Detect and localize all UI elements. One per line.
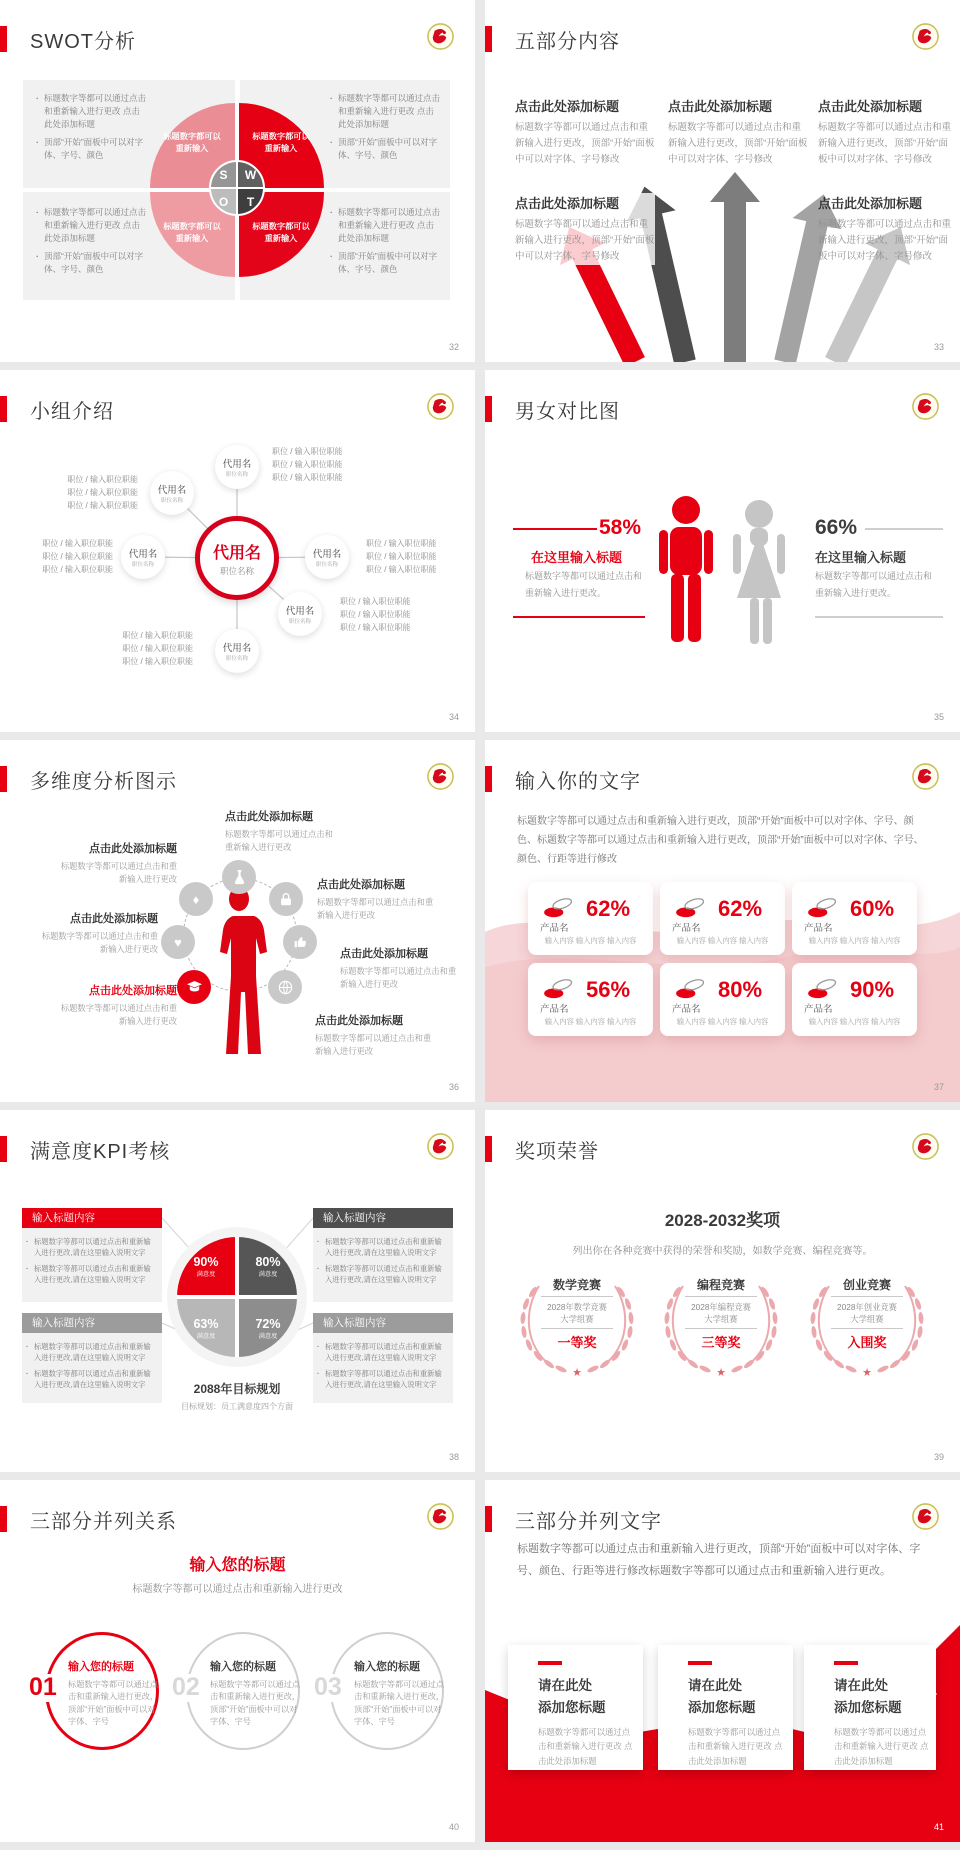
content-block <box>515 193 655 265</box>
school-logo-icon <box>426 1502 455 1531</box>
member-duties: 职位 / 输入职位职能 职位 / 输入职位职能 职位 / 输入职位职能 <box>122 631 193 666</box>
text-card <box>658 1645 793 1770</box>
compact-icon <box>674 976 706 1000</box>
divider-line <box>541 1296 613 1297</box>
block-body: 标题数字等都可以通过点击和重新输入进行更改，顶部“开始”面板中可以对字体、字号修改 <box>818 122 952 166</box>
section-heading: 输入您的标题 <box>189 1557 286 1574</box>
quad-label: 标题数字都可以重新输入 <box>163 132 221 153</box>
kpi-panel-header: 输入标题内容 <box>22 1208 162 1228</box>
product-percentage: 90% <box>850 977 895 1002</box>
item-number: 03 <box>311 1674 345 1702</box>
female-percentage: 66% <box>815 516 858 539</box>
caption-title: 2088年目标规划 <box>193 1382 281 1396</box>
page-title: 三部分并列关系 <box>30 1511 177 1533</box>
kpi-panel-header: 输入标题内容 <box>313 1208 453 1228</box>
award-badge <box>657 1276 785 1378</box>
divider-line <box>513 616 645 618</box>
page-number: 34 <box>448 712 459 722</box>
dimension-block: 点击此处添加标题 标题数字等都可以通过点击和重新输入进行更改 <box>315 1015 432 1056</box>
pie-slice: 72% 满意度 <box>239 1299 297 1357</box>
item-text: 输入您的标题 标题数字等都可以通过点击和重新输入进行更改，顶部“开始”面板中可以对字体、字号 <box>354 1661 445 1726</box>
member-circle: 代用名 职位名称 <box>305 535 349 579</box>
product-name: 产品名 <box>540 923 569 934</box>
member-circle: 代用名 职位名称 <box>150 471 194 515</box>
product-note: 输入内容 输入内容 输入内容 <box>544 1017 637 1026</box>
letter-o: O <box>211 189 236 214</box>
card-accent-dash <box>688 1661 712 1665</box>
member-duties: 职位 / 输入职位职能 职位 / 输入职位职能 职位 / 输入职位职能 <box>272 447 343 482</box>
lock-icon <box>269 882 303 916</box>
dimension-block: 点击此处添加标题 标题数字等都可以通过点击和重新输入进行更改 <box>60 843 177 884</box>
awards-subtitle: 列出你在各种竞赛中获得的荣誉和奖励，如数学竞赛、编程竞赛等。 <box>572 1246 873 1257</box>
text-card <box>804 1645 936 1770</box>
award-prize: 三等奖 <box>701 1335 741 1350</box>
page-title: 多维度分析图示 <box>30 771 177 793</box>
flask-icon <box>222 860 256 894</box>
award-group: 大学组赛 <box>850 1314 884 1324</box>
compact-icon <box>806 976 838 1000</box>
item-number: 01 <box>26 1674 60 1702</box>
title-accent-bar <box>0 766 7 792</box>
award-badge <box>513 1276 641 1378</box>
content-block <box>668 96 808 168</box>
member-role: 职位名称 <box>219 565 254 576</box>
product-card <box>792 963 917 1036</box>
page-title: 奖项荣誉 <box>515 1141 599 1163</box>
member-circle: 代用名 职位名称 <box>215 445 259 489</box>
award-prize: 入围奖 <box>847 1335 887 1350</box>
kpi-panel-header: 输入标题内容 <box>22 1313 162 1333</box>
award-name: 创业竞赛 <box>842 1278 891 1292</box>
satisfaction-pie-chart <box>177 1237 297 1357</box>
block-body: 标题数字等都可以通过点击和重新输入进行更改，顶部“开始”面板中可以对字体、字号修改 <box>515 219 655 263</box>
divider-line <box>831 1296 903 1297</box>
page-title: SWOT分析 <box>30 31 136 53</box>
card-accent-dash <box>834 1661 858 1665</box>
pie-slice: 80% 满意度 <box>239 1237 297 1295</box>
svg-text:★: ★ <box>572 1367 582 1378</box>
slide-three-parts-relation[interactable] <box>0 1480 475 1842</box>
award-event: 2028年数学竞赛 <box>547 1302 607 1312</box>
kpi-panel-body: · 标题数字等都可以通过点击和重新输入进行更改,请在这里输入说明文字 · 标题数字等都可以通过点击和重新输入进行更改,请在这里输入说明文字 <box>22 1228 162 1302</box>
slide-multidimensional-analysis[interactable] <box>0 740 475 1102</box>
product-percentage: 62% <box>718 896 763 921</box>
slide-three-parts-text[interactable] <box>485 1480 960 1842</box>
award-name: 数学竞赛 <box>552 1278 601 1292</box>
pie-caption <box>117 1380 357 1412</box>
member-duties: 职位 / 输入职位职能 职位 / 输入职位职能 职位 / 输入职位职能 <box>366 539 437 574</box>
male-icon <box>650 494 722 686</box>
businessman-silhouette <box>207 886 271 1056</box>
female-heading: 在这里输入标题 <box>815 550 907 565</box>
swot-letters-circle <box>209 160 265 216</box>
kpi-panel-body: · 标题数字等都可以通过点击和重新输入进行更改,请在这里输入说明文字 · 标题数字等都可以通过点击和重新输入进行更改,请在这里输入说明文字 <box>313 1228 453 1302</box>
diamond-icon: ♦ <box>179 882 213 916</box>
letter-w: W <box>238 162 263 187</box>
product-card <box>660 882 785 955</box>
block-body: 标题数字等都可以通过点击和重新输入进行更改，顶部“开始”面板中可以对字体、字号修改 <box>515 122 655 166</box>
awards-heading: 2028-2032奖项 <box>664 1211 781 1230</box>
male-body: 标题数字等都可以通过点击和重新输入进行更改。 <box>525 571 643 598</box>
award-badge <box>803 1276 931 1378</box>
compact-icon <box>674 895 706 919</box>
product-card <box>792 882 917 955</box>
item-text: 输入您的标题 标题数字等都可以通过点击和重新输入进行更改，顶部“开始”面板中可以对字体、字号 <box>210 1661 301 1726</box>
intro-paragraph: 标题数字等都可以通过点击和重新输入进行更改，顶部“开始”面板中可以对字体、字号、颜色、行距等进行修改标题数字等都可以通过点击和重新输入进行更改。 <box>517 1543 921 1577</box>
school-logo-icon <box>426 762 455 791</box>
page-number: 35 <box>933 712 944 722</box>
center-member-circle <box>195 516 279 600</box>
title-accent-bar <box>0 26 7 52</box>
caption-subtitle: 目标规划：员工满意度四个方面 <box>181 1402 293 1411</box>
divider-line <box>815 616 943 618</box>
product-note: 输入内容 输入内容 输入内容 <box>808 936 901 945</box>
slide-gender-comparison[interactable] <box>485 370 960 732</box>
divider-line <box>831 1328 903 1329</box>
product-note: 输入内容 输入内容 输入内容 <box>808 1017 901 1026</box>
slide-product-percentages[interactable] <box>485 740 960 1102</box>
block-heading: 点击此处添加标题 <box>668 99 773 114</box>
slide-swot-analysis[interactable] <box>0 0 475 362</box>
school-logo-icon <box>911 1132 940 1161</box>
product-name: 产品名 <box>672 1004 701 1015</box>
member-circle: 代用名 职位名称 <box>278 592 322 636</box>
block-heading: 点击此处添加标题 <box>818 99 923 114</box>
letter-s: S <box>211 162 236 187</box>
quad-label: 标题数字都可以重新输入 <box>163 222 221 243</box>
dimension-block: 点击此处添加标题 标题数字等都可以通过点击和重新输入进行更改 <box>225 811 333 852</box>
title-accent-bar <box>485 396 492 422</box>
content-block <box>818 96 956 168</box>
award-name: 编程竞赛 <box>696 1278 745 1292</box>
compact-icon <box>542 895 574 919</box>
swot-text-tl: · 标题数字等都可以通过点击和重新输入进行更改 点击此处添加标题 · 顶部“开始”面板中可以对字体、字号、颜色 <box>36 92 146 166</box>
content-block <box>515 96 655 168</box>
graduation-cap-icon <box>177 970 211 1004</box>
globe-icon <box>268 970 302 1004</box>
product-name: 产品名 <box>804 923 833 934</box>
title-accent-bar <box>485 1136 492 1162</box>
pie-slice: 63% 满意度 <box>177 1299 235 1357</box>
product-percentage: 60% <box>850 896 895 921</box>
product-note: 输入内容 输入内容 输入内容 <box>676 1017 769 1026</box>
school-logo-icon <box>426 22 455 51</box>
kpi-panel-body: · 标题数字等都可以通过点击和重新输入进行更改,请在这里输入说明文字 · 标题数字等都可以通过点击和重新输入进行更改,请在这里输入说明文字 <box>22 1333 162 1403</box>
product-name: 产品名 <box>672 923 701 934</box>
swot-text-bl: · 标题数字等都可以通过点击和重新输入进行更改 点击此处添加标题 · 顶部“开始”面板中可以对字体、字号、颜色 <box>36 206 146 280</box>
divider-line <box>513 528 597 530</box>
title-accent-bar <box>485 1506 492 1532</box>
page-number: 33 <box>933 342 944 352</box>
text-card <box>508 1645 643 1770</box>
quad-label: 标题数字都可以重新输入 <box>252 222 310 243</box>
male-heading: 在这里输入标题 <box>531 550 623 565</box>
pie-slice: 90% 满意度 <box>177 1237 235 1295</box>
block-heading: 点击此处添加标题 <box>818 196 923 211</box>
school-logo-icon <box>911 392 940 421</box>
compact-icon <box>806 895 838 919</box>
divider-line <box>541 1328 613 1329</box>
member-duties: 职位 / 输入职位职能 职位 / 输入职位职能 职位 / 输入职位职能 <box>67 475 138 510</box>
page-number: 40 <box>448 1822 459 1832</box>
card-heading: 请在此处 添加您标题 <box>834 1678 902 1716</box>
content-block <box>818 193 956 265</box>
divider-line <box>865 528 943 530</box>
card-heading: 请在此处 添加您标题 <box>688 1678 756 1716</box>
award-prize: 一等奖 <box>557 1335 597 1350</box>
block-body: 标题数字等都可以通过点击和重新输入进行更改，顶部“开始”面板中可以对字体、字号修改 <box>668 122 808 166</box>
product-card <box>528 882 653 955</box>
title-accent-bar <box>485 26 492 52</box>
school-logo-icon <box>911 762 940 791</box>
card-body: 标题数字等都可以通过点击和重新输入进行更改 点击此处添加标题 <box>688 1727 783 1766</box>
female-icon <box>723 498 795 686</box>
page-title: 满意度KPI考核 <box>30 1141 171 1163</box>
product-name: 产品名 <box>540 1004 569 1015</box>
kpi-panel-body: · 标题数字等都可以通过点击和重新输入进行更改,请在这里输入说明文字 · 标题数字等都可以通过点击和重新输入进行更改,请在这里输入说明文字 <box>313 1333 453 1403</box>
page-title: 小组介绍 <box>30 401 114 423</box>
male-percentage: 58% <box>599 516 642 539</box>
page-title: 输入你的文字 <box>515 771 641 793</box>
slide-awards-honors[interactable] <box>485 1110 960 1472</box>
product-card <box>660 963 785 1036</box>
product-card <box>528 963 653 1036</box>
member-circle: 代用名 职位名称 <box>215 629 259 673</box>
kpi-panel-header: 输入标题内容 <box>313 1313 453 1333</box>
page-title: 三部分并列文字 <box>515 1511 662 1533</box>
intro-paragraph: 标题数字等都可以通过点击和重新输入进行更改，顶部“开始”面板中可以对字体、字号、颜色、标题数字等都可以通过点击和重新输入进行更改，顶部“开始”面板中可以对字体、字号、颜色、行距等进行修改 <box>517 816 924 865</box>
card-accent-dash <box>538 1661 562 1665</box>
page-number: 37 <box>933 1082 944 1092</box>
award-event: 2028年编程竞赛 <box>691 1302 751 1312</box>
page-number: 41 <box>933 1822 944 1832</box>
member-circle: 代用名 职位名称 <box>121 535 165 579</box>
dimension-block: 点击此处添加标题 标题数字等都可以通过点击和重新输入进行更改 <box>41 913 158 954</box>
page-title: 男女对比图 <box>515 401 620 423</box>
svg-text:★: ★ <box>716 1367 726 1378</box>
card-heading: 请在此处 添加您标题 <box>538 1678 606 1716</box>
quad-label: 标题数字都可以重新输入 <box>252 132 310 153</box>
divider-line <box>685 1328 757 1329</box>
dimension-block: 点击此处添加标题 标题数字等都可以通过点击和重新输入进行更改 <box>317 879 434 920</box>
card-body: 标题数字等都可以通过点击和重新输入进行更改 点击此处添加标题 <box>538 1727 633 1766</box>
card-body: 标题数字等都可以通过点击和重新输入进行更改 点击此处添加标题 <box>834 1727 929 1766</box>
award-group: 大学组赛 <box>704 1314 738 1324</box>
female-body: 标题数字等都可以通过点击和重新输入进行更改。 <box>815 571 933 598</box>
page-number: 36 <box>448 1082 459 1092</box>
dimension-block: 点击此处添加标题 标题数字等都可以通过点击和重新输入进行更改 <box>340 948 457 989</box>
slide-team-intro[interactable] <box>0 370 475 732</box>
block-heading: 点击此处添加标题 <box>515 196 620 211</box>
member-name: 代用名 <box>212 544 261 562</box>
product-note: 输入内容 输入内容 输入内容 <box>676 936 769 945</box>
block-heading: 点击此处添加标题 <box>515 99 620 114</box>
dimension-block-highlight: 点击此处添加标题 标题数字等都可以通过点击和重新输入进行更改 <box>60 985 177 1026</box>
title-accent-bar <box>485 766 492 792</box>
product-name: 产品名 <box>804 1004 833 1015</box>
block-body: 标题数字等都可以通过点击和重新输入进行更改，顶部“开始”面板中可以对字体、字号修改 <box>818 219 952 263</box>
page-number: 32 <box>448 342 459 352</box>
page-number: 38 <box>448 1452 459 1462</box>
compact-icon <box>542 976 574 1000</box>
award-event: 2028年创业竞赛 <box>837 1302 897 1312</box>
product-percentage: 62% <box>586 896 631 921</box>
page-number: 39 <box>933 1452 944 1462</box>
school-logo-icon <box>911 22 940 51</box>
award-group: 大学组赛 <box>560 1314 594 1324</box>
title-accent-bar <box>0 1506 7 1532</box>
section-subtitle: 标题数字等都可以通过点击和重新输入进行更改 <box>132 1584 343 1595</box>
swot-text-tr: · 标题数字等都可以通过点击和重新输入进行更改 点击此处添加标题 · 顶部“开始”面板中可以对字体、字号、颜色 <box>330 92 442 166</box>
product-percentage: 80% <box>718 977 763 1002</box>
product-percentage: 56% <box>586 977 631 1002</box>
thumbs-up-icon <box>283 925 317 959</box>
divider-line <box>685 1296 757 1297</box>
school-logo-icon <box>911 1502 940 1531</box>
product-note: 输入内容 输入内容 输入内容 <box>544 936 637 945</box>
slide-five-parts[interactable] <box>485 0 960 362</box>
svg-text:★: ★ <box>862 1367 872 1378</box>
item-number: 02 <box>169 1674 203 1702</box>
member-duties: 职位 / 输入职位职能 职位 / 输入职位职能 职位 / 输入职位职能 <box>340 597 411 632</box>
heart-icon: ♥ <box>161 925 195 959</box>
slide-kpi-satisfaction[interactable] <box>0 1110 475 1472</box>
item-text: 输入您的标题 标题数字等都可以通过点击和重新输入进行更改，顶部“开始”面板中可以对字体、字号 <box>68 1661 159 1726</box>
letter-t: T <box>238 189 263 214</box>
member-duties: 职位 / 输入职位职能 职位 / 输入职位职能 职位 / 输入职位职能 <box>42 539 113 574</box>
page-title: 五部分内容 <box>515 31 620 53</box>
swot-text-br: · 标题数字等都可以通过点击和重新输入进行更改 点击此处添加标题 · 顶部“开始”面板中可以对字体、字号、颜色 <box>330 206 442 280</box>
